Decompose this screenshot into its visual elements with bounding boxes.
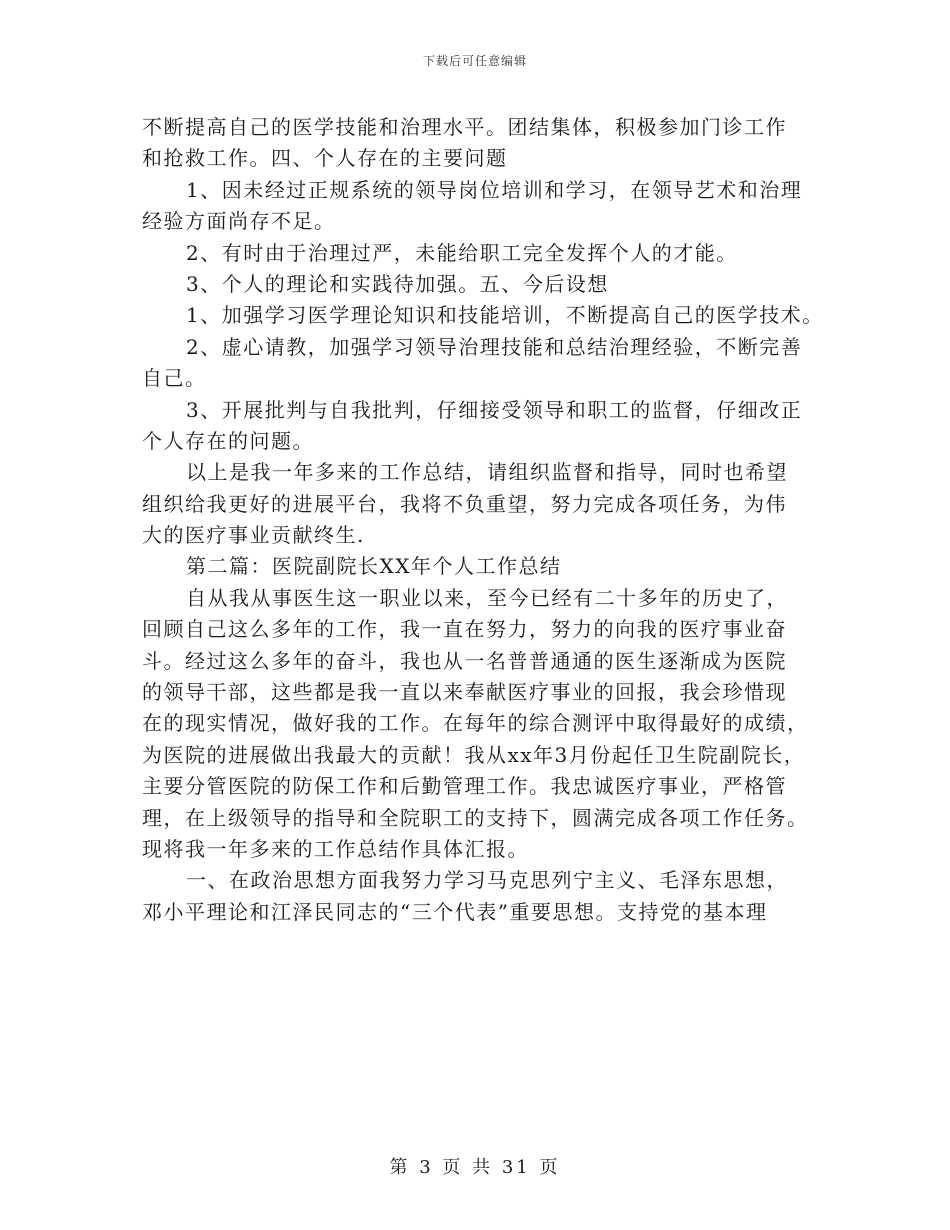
page-header: 下载后可任意编辑 xyxy=(422,54,527,68)
text-line: 1、加强学习医学理论知识和技能培训，不断提高自己的医学技术。 xyxy=(186,303,824,328)
text-line: 为医院的进展做出我最大的贡献！我从xx年3月份起任卫生院副院长， xyxy=(142,742,806,767)
text-line: 大的医疗事业贡献终生. xyxy=(142,523,365,548)
text-line: 回顾自己这么多年的工作，我一直在努力，努力的向我的医疗事业奋 xyxy=(142,617,787,642)
text-line: 自己。 xyxy=(142,366,207,391)
text-line: 3、个人的理论和实践待加强。五、今后设想 xyxy=(186,271,609,296)
text-line: 和抢救工作。四、个人存在的主要问题 xyxy=(142,146,508,171)
text-line: 的领导干部，这些都是我一直以来奉献医疗事业的回报，我会珍惜现 xyxy=(142,680,787,705)
text-line: 现将我一年多来的工作总结作具体汇报。 xyxy=(142,836,529,861)
text-line: 1、因未经过正规系统的领导岗位培训和学习，在领导艺术和治理 xyxy=(186,177,803,202)
text-line: 3、开展批判与自我批判，仔细接受领导和职工的监督，仔细改正 xyxy=(186,397,803,422)
section-heading: 第二篇：医院副院长XX年个人工作总结 xyxy=(186,554,562,579)
text-line: 理，在上级领导的指导和全院职工的支持下，圆满完成各项工作任务。 xyxy=(142,805,809,830)
text-line: 主要分管医院的防保工作和后勤管理工作。我忠诚医疗事业，严格管 xyxy=(142,774,787,799)
text-line: 自从我从事医生这一职业以来，至今已经有二十多年的历史了， xyxy=(186,585,788,610)
text-line: 个人存在的问题。 xyxy=(142,428,314,453)
text-line: 组织给我更好的进展平台，我将不负重望，努力完成各项任务，为伟 xyxy=(142,491,787,516)
text-line: 一、在政治思想方面我努力学习马克思列宁主义、毛泽东思想， xyxy=(186,868,788,893)
text-line: 邓小平理论和江泽民同志的“三个代表”重要思想。支持党的基本理 xyxy=(142,899,768,924)
text-line: 2、虚心请教，加强学习领导治理技能和总结治理经验，不断完善 xyxy=(186,334,803,359)
document-body xyxy=(142,112,822,928)
text-line: 经验方面尚存不足。 xyxy=(142,209,336,234)
text-line: 在的现实情况，做好我的工作。在每年的综合测评中取得最好的成绩， xyxy=(142,711,809,736)
page-footer: 第 3 页 共 31 页 xyxy=(389,1157,561,1178)
text-line: 2、有时由于治理过严，未能给职工完全发挥个人的才能。 xyxy=(186,240,738,265)
text-line: 不断提高自己的医学技能和治理水平。团结集体，积极参加门诊工作 xyxy=(142,115,787,139)
text-line: 以上是我一年多来的工作总结，请组织监督和指导，同时也希望 xyxy=(186,460,788,485)
text-line: 斗。经过这么多年的奋斗，我也从一名普普通通的医生逐渐成为医院 xyxy=(142,648,787,673)
